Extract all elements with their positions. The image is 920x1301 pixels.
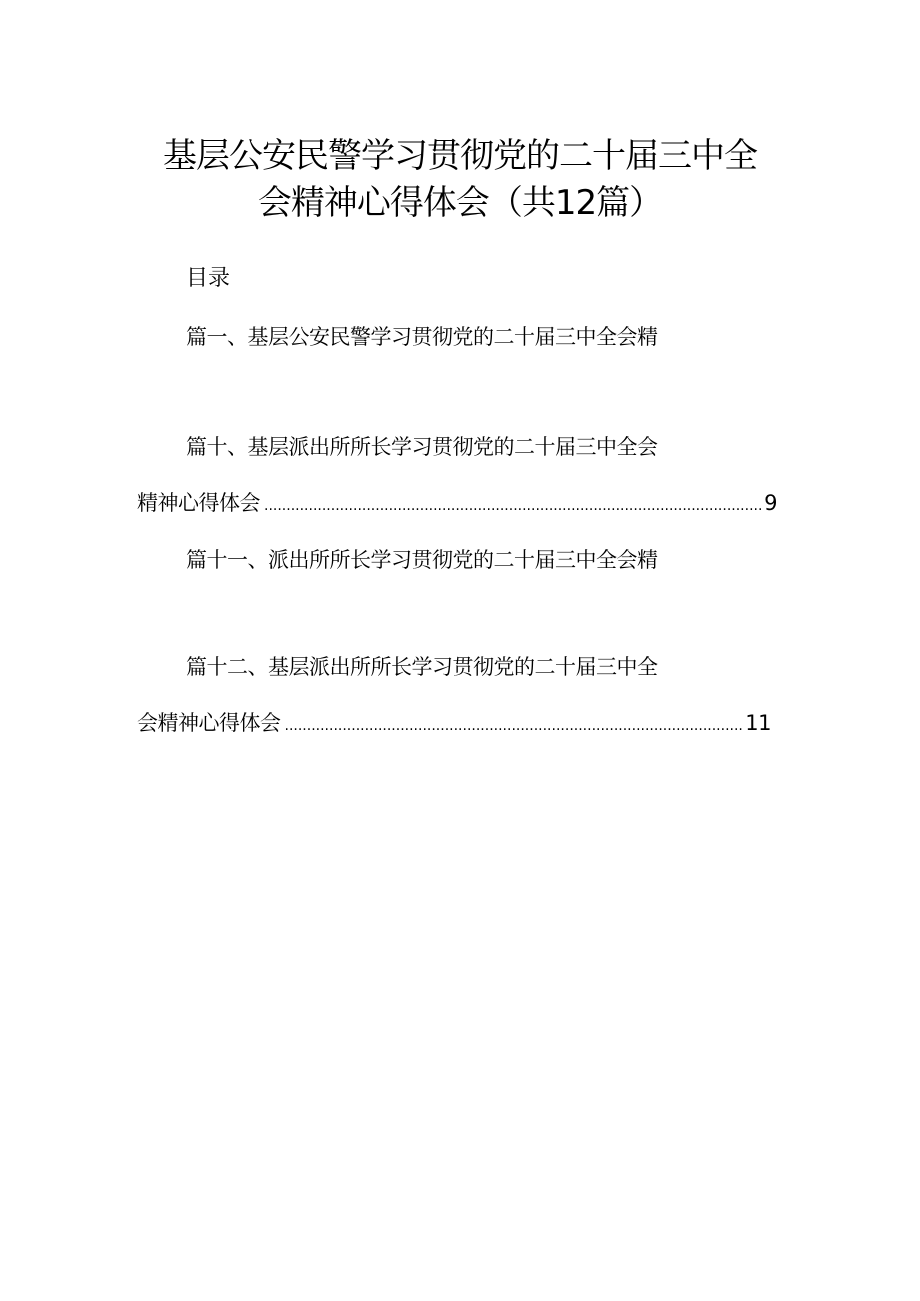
toc-entry-1[interactable]: 篇一、基层公安民警学习贯彻党的二十届三中全会精 <box>186 325 658 349</box>
toc-entry-10-line-1[interactable]: 篇十、基层派出所所长学习贯彻党的二十届三中全会 <box>186 435 658 459</box>
toc-entry-10-page-number: 9 <box>764 491 777 515</box>
toc-entry-12-line-2[interactable] <box>137 708 771 741</box>
toc-entry-12-page-number: 11 <box>745 711 771 735</box>
toc-entry-10-line-2[interactable] <box>137 488 777 521</box>
dot-leader <box>285 711 744 741</box>
toc-entry-11[interactable]: 篇十一、派出所所长学习贯彻党的二十届三中全会精 <box>186 548 658 572</box>
toc-entry-12-line-1[interactable]: 篇十二、基层派出所所长学习贯彻党的二十届三中全 <box>186 655 658 679</box>
document-title-line-2: 会精神心得体会（共12篇） <box>257 183 663 223</box>
document-title-line-1: 基层公安民警学习贯彻党的二十届三中全 <box>163 136 757 176</box>
dot-leader <box>264 491 762 521</box>
toc-entry-10-text: 精神心得体会 <box>137 491 260 515</box>
toc-heading: 目录 <box>186 266 231 291</box>
toc-entry-12-text: 会精神心得体会 <box>137 711 281 735</box>
